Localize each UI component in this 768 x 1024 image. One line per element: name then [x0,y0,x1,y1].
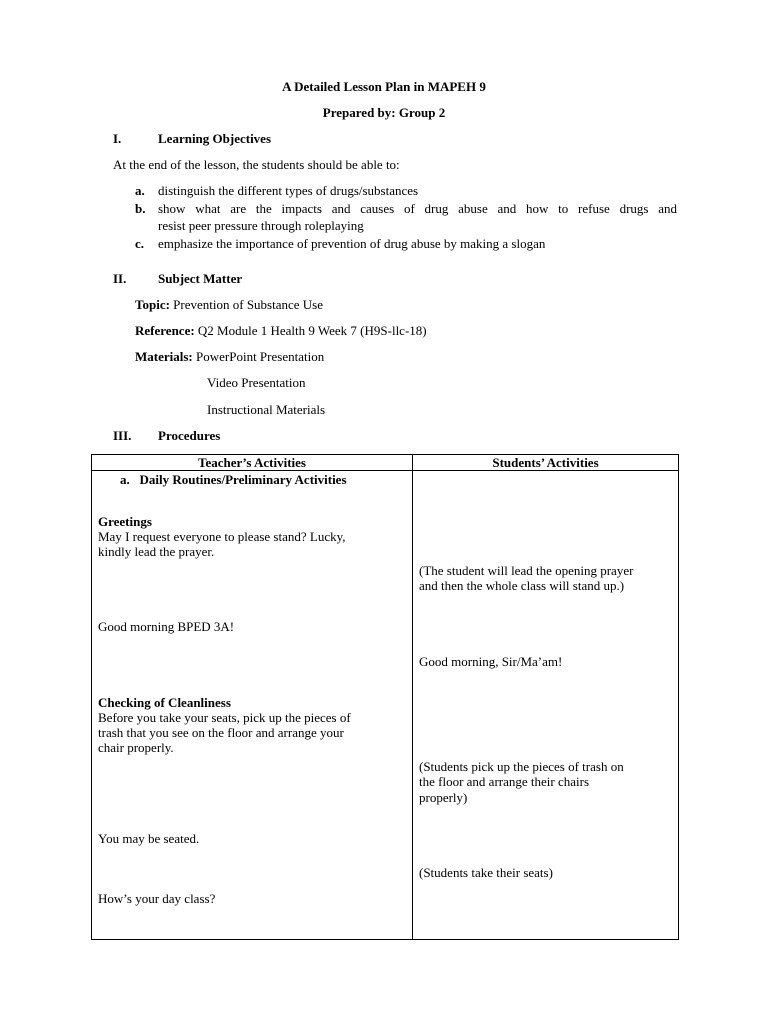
topic-value: Prevention of Substance Use [173,297,324,312]
greetings-text-line: kindly lead the prayer. [98,544,215,559]
cleanliness-text-line: trash that you see on the floor and arrange your [98,725,344,740]
header-students-activities: Students’ Activities [413,455,679,471]
students-trash-line: the floor and arrange their chairs [419,774,590,789]
objective-letter-b: b. [135,201,146,216]
reference-value: Q2 Module 1 Health 9 Week 7 (H9S-llc-18) [197,323,427,338]
objective-b-line1: show what are the impacts and causes of drug abuse and how to refuse drugs and [158,201,677,216]
material-item: PowerPoint Presentation [196,349,325,364]
objective-letter-c: c. [135,236,145,251]
greetings-text-line: May I request everyone to please stand? Lucky, [98,529,346,544]
objective-c: emphasize the importance of prevention of drug abuse by making a slogan [158,236,546,251]
cleanliness-text-line: chair properly. [98,740,174,755]
cleanliness-heading: Checking of Cleanliness [98,695,231,710]
header-teacher-activities: Teacher’s Activities [92,455,413,471]
daily-routines-title: Daily Routines/Preliminary Activities [139,472,347,487]
teacher-how-day: How’s your day class? [98,891,216,906]
materials-label: Materials: [135,349,193,364]
prepared-by: Prepared by: Group 2 [322,105,446,120]
material-item: Instructional Materials [207,402,326,417]
reference-line [135,323,427,338]
section-number-procedures: III. [113,428,132,443]
section-title-subject: Subject Matter [158,271,243,286]
teacher-good-morning: Good morning BPED 3A! [98,619,235,634]
reference-label: Reference: [135,323,195,338]
section-title-procedures: Procedures [158,428,221,443]
students-prayer-line: and then the whole class will stand up.) [419,578,625,593]
objective-b-line2: resist peer pressure through roleplaying [158,218,364,233]
students-take-seats: (Students take their seats) [419,865,553,880]
objectives-intro: At the end of the lesson, the students should be able to: [113,157,400,172]
students-trash-line: properly) [419,790,468,805]
daily-routines-letter: a. [120,472,130,487]
greetings-heading: Greetings [98,514,152,529]
topic-line [135,297,323,312]
section-number-objectives: I. [113,131,122,146]
cleanliness-text-line: Before you take your seats, pick up the pieces of [98,710,351,725]
table-row [92,471,679,940]
students-activities-cell [413,471,679,940]
students-good-morning: Good morning, Sir/Ma’am! [419,654,563,669]
students-prayer-line: (The student will lead the opening prayer [419,563,634,578]
document-title: A Detailed Lesson Plan in MAPEH 9 [282,79,486,94]
section-title-objectives: Learning Objectives [158,131,272,146]
objective-letter-a: a. [135,183,145,198]
daily-routines-heading [120,472,420,487]
material-item: Video Presentation [207,375,306,390]
teacher-activities-cell [92,471,413,940]
teacher-seated: You may be seated. [98,831,200,846]
objective-a: distinguish the different types of drugs/substances [158,183,419,198]
section-number-subject: II. [113,271,127,286]
topic-label: Topic: [135,297,170,312]
procedures-table [91,454,679,940]
table-header-row [92,455,679,471]
materials-line [135,349,324,364]
students-trash-line: (Students pick up the pieces of trash on [419,759,624,774]
